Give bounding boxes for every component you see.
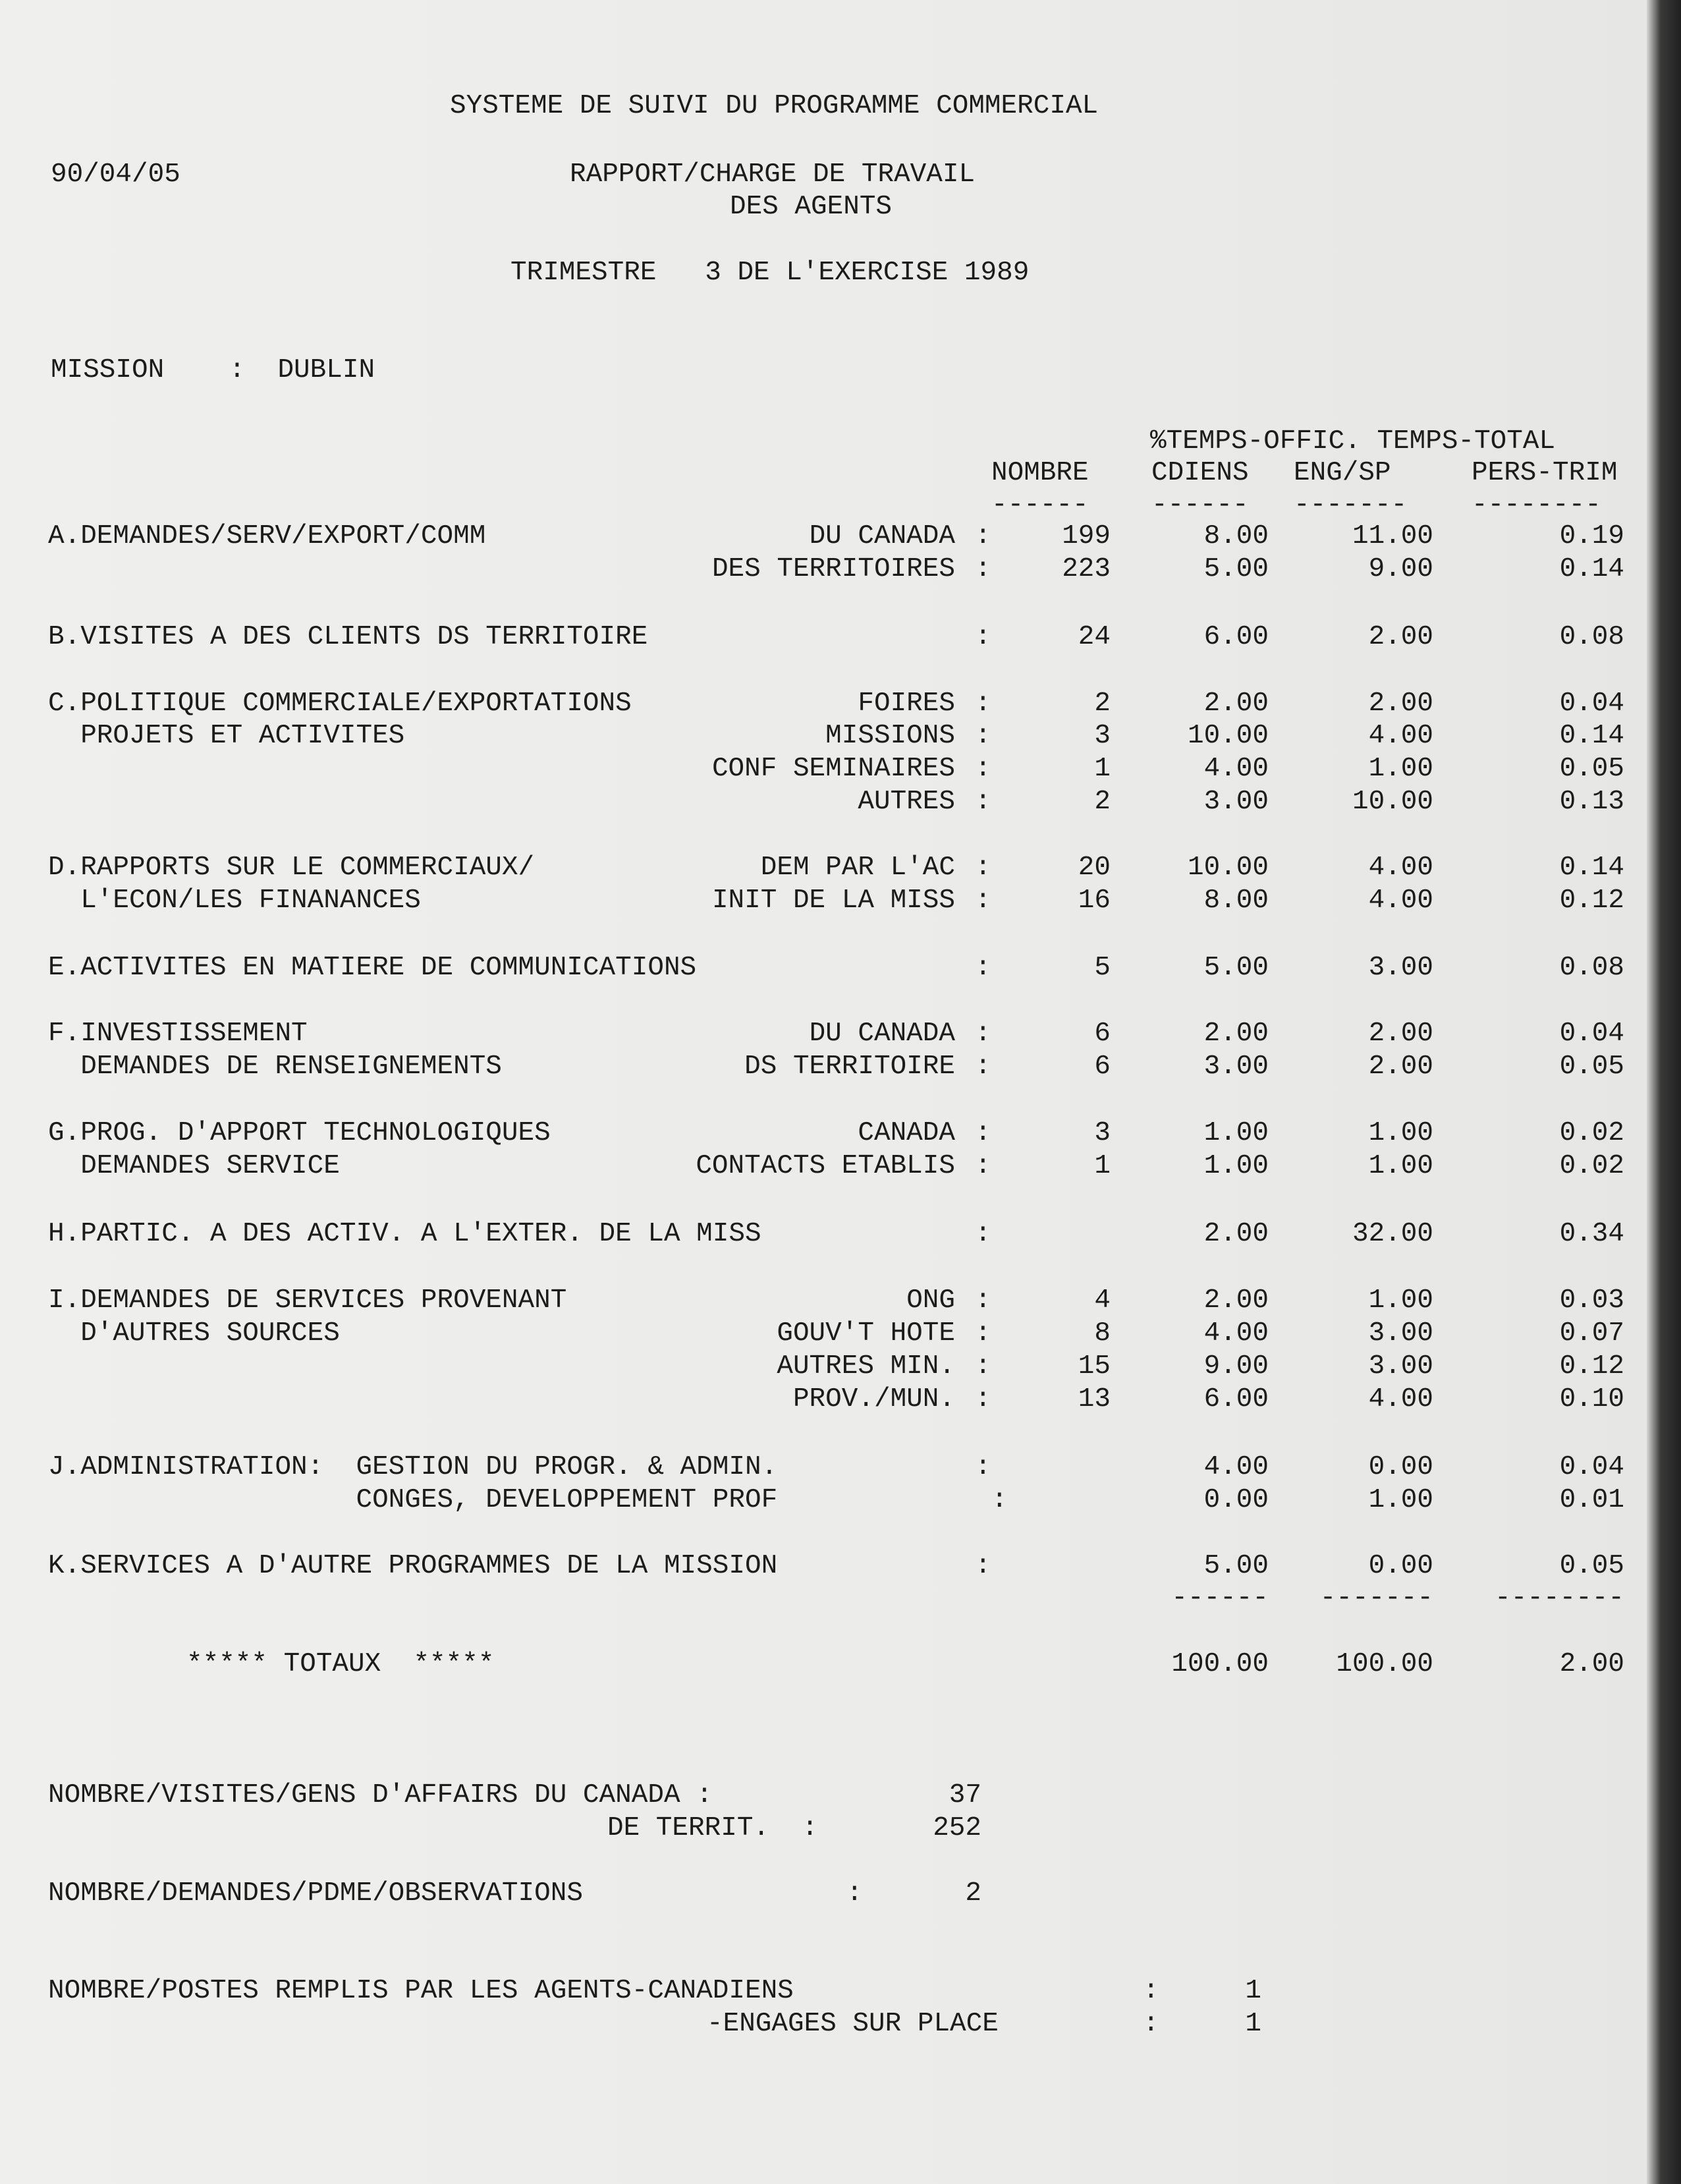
row-engsp: 3.00 [1368, 1318, 1433, 1349]
report-subtitle: DES AGENTS [730, 192, 893, 222]
row-label: E.ACTIVITES EN MATIERE DE COMMUNICATIONS [48, 953, 697, 983]
totals-underline-perstrim: -------- [1495, 1583, 1624, 1613]
row-cdiens: 3.00 [1203, 787, 1269, 817]
row-engsp: 4.00 [1368, 1384, 1433, 1414]
row-cdiens: 8.00 [1203, 885, 1269, 916]
visites-territ-value: 252 [933, 1813, 981, 1843]
table-row [0, 752, 1681, 786]
row-nombre: 199 [1062, 521, 1111, 551]
row-cdiens: 1.00 [1203, 1118, 1269, 1148]
visites-canada-value: 37 [949, 1780, 981, 1810]
row-engsp: 1.00 [1368, 1485, 1433, 1515]
row-sublabel: DES TERRITOIRES [711, 554, 955, 584]
totals-perstrim: 2.00 [1559, 1649, 1624, 1679]
row-label: B.VISITES A DES CLIENTS DS TERRITOIRE [48, 622, 648, 652]
row-cdiens: 9.00 [1203, 1351, 1269, 1382]
row-cdiens: 2.00 [1203, 1019, 1269, 1049]
column-underline-cdiens: ------ [1151, 490, 1249, 520]
row-nombre: 3 [1094, 721, 1111, 751]
row-nombre: 15 [1078, 1351, 1111, 1382]
table-row [0, 1116, 1681, 1150]
row-perstrim: 0.14 [1559, 853, 1624, 883]
row-sublabel: AUTRES MIN. [777, 1351, 955, 1382]
row-colon: : [975, 521, 991, 551]
report-period: TRIMESTRE 3 DE L'EXERCISE 1989 [510, 258, 1030, 288]
row-cdiens: 2.00 [1203, 1219, 1269, 1249]
row-label: J.ADMINISTRATION: GESTION DU PROGR. & ADMIN. [48, 1452, 778, 1482]
row-nombre: 6 [1094, 1051, 1111, 1082]
row-nombre: 1 [1094, 1151, 1111, 1181]
row-perstrim: 0.10 [1559, 1384, 1624, 1414]
row-perstrim: 0.03 [1559, 1285, 1624, 1316]
row-colon: : [975, 622, 991, 652]
footer-engages-line [0, 2007, 1681, 2041]
row-perstrim: 0.05 [1559, 754, 1624, 784]
row-label: CONGES, DEVELOPPEMENT PROF [48, 1485, 778, 1515]
row-engsp: 1.00 [1368, 1151, 1433, 1181]
totals-engsp: 100.00 [1336, 1649, 1433, 1679]
table-row [0, 719, 1681, 753]
row-nombre: 1 [1094, 754, 1111, 784]
row-sublabel: DU CANADA [809, 1019, 955, 1049]
row-engsp: 1.00 [1368, 1118, 1433, 1148]
column-underline-engsp: ------- [1294, 490, 1408, 520]
row-colon: : [975, 1318, 991, 1349]
column-underline-line [0, 488, 1681, 522]
row-perstrim: 0.07 [1559, 1318, 1624, 1349]
row-engsp: 3.00 [1368, 953, 1433, 983]
table-row [0, 883, 1681, 918]
row-nombre: 223 [1062, 554, 1111, 584]
row-perstrim: 0.05 [1559, 1551, 1624, 1581]
row-colon: : [975, 554, 991, 584]
row-perstrim: 0.19 [1559, 521, 1624, 551]
demandes-colon: : [846, 1878, 863, 1909]
row-perstrim: 0.04 [1559, 1019, 1624, 1049]
row-sublabel: CONTACTS ETABLIS [696, 1151, 955, 1181]
row-nombre: 16 [1078, 885, 1111, 916]
row-perstrim: 0.12 [1559, 885, 1624, 916]
row-sublabel: GOUV'T HOTE [777, 1318, 955, 1349]
row-engsp: 1.00 [1368, 1285, 1433, 1316]
row-engsp: 1.00 [1368, 754, 1433, 784]
row-colon: : [975, 1051, 991, 1082]
totals-cdiens: 100.00 [1171, 1649, 1269, 1679]
row-label: DEMANDES SERVICE [48, 1151, 340, 1181]
row-colon: : [975, 1118, 991, 1148]
column-header-engsp: ENG/SP [1294, 458, 1391, 488]
row-perstrim: 0.14 [1559, 721, 1624, 751]
row-colon: : [975, 1019, 991, 1049]
table-row [0, 1149, 1681, 1183]
header-line-2 [0, 157, 1681, 192]
row-nombre: 5 [1094, 953, 1111, 983]
row-sublabel: DEM PAR L'AC [760, 853, 955, 883]
row-cdiens: 6.00 [1203, 622, 1269, 652]
row-label: D.RAPPORTS SUR LE COMMERCIAUX/ [48, 853, 535, 883]
row-label: DEMANDES DE RENSEIGNEMENTS [48, 1051, 502, 1082]
column-underline-nombre: ------ [991, 490, 1089, 520]
column-header-perstrim: PERS-TRIM [1472, 458, 1618, 488]
table-row [0, 1217, 1681, 1251]
row-label: L'ECON/LES FINANANCES [48, 885, 421, 916]
row-colon: : [975, 721, 991, 751]
demandes-label: NOMBRE/DEMANDES/PDME/OBSERVATIONS [48, 1878, 583, 1909]
row-perstrim: 0.04 [1559, 688, 1624, 719]
row-perstrim: 0.14 [1559, 554, 1624, 584]
row-label: F.INVESTISSEMENT [48, 1019, 308, 1049]
engages-colon: : [1143, 2009, 1159, 2039]
row-cdiens: 1.00 [1203, 1151, 1269, 1181]
row-colon: : [975, 953, 991, 983]
row-label: D'AUTRES SOURCES [48, 1318, 340, 1349]
row-sublabel: CANADA [858, 1118, 955, 1148]
postes-colon: : [1143, 1976, 1159, 2006]
row-engsp: 0.00 [1368, 1452, 1433, 1482]
page-edge-shadow [1647, 0, 1681, 2184]
visites-territ-label: DE TERRIT. : [607, 1813, 818, 1843]
row-colon: : [975, 885, 991, 916]
report-title: RAPPORT/CHARGE DE TRAVAIL [570, 159, 976, 190]
table-row [0, 1483, 1681, 1517]
table-row [0, 686, 1681, 721]
table-row [0, 1549, 1681, 1583]
row-label: I.DEMANDES DE SERVICES PROVENANT [48, 1285, 567, 1316]
row-nombre: 8 [1094, 1318, 1111, 1349]
table-row [0, 1050, 1681, 1084]
row-perstrim: 0.02 [1559, 1151, 1624, 1181]
row-cdiens: 3.00 [1203, 1051, 1269, 1082]
system-title: SYSTEME DE SUIVI DU PROGRAMME COMMERCIAL [450, 91, 1099, 121]
row-colon: : [975, 1285, 991, 1316]
totals-label: ***** TOTAUX ***** [186, 1649, 495, 1679]
header-line-4 [0, 256, 1681, 290]
postes-canadiens-value: 1 [1245, 1976, 1261, 2006]
column-header-line [0, 456, 1681, 490]
header-line-3 [0, 190, 1681, 224]
row-label: C.POLITIQUE COMMERCIALE/EXPORTATIONS [48, 688, 632, 719]
row-colon: : [975, 787, 991, 817]
row-sublabel: DS TERRITOIRE [744, 1051, 955, 1082]
totals-line [0, 1647, 1681, 1681]
footer-demandes-line [0, 1876, 1681, 1911]
column-group-header-line [0, 424, 1681, 459]
row-colon: : [975, 1351, 991, 1382]
row-label: PROJETS ET ACTIVITES [48, 721, 405, 751]
row-sublabel: PROV./MUN. [792, 1384, 955, 1414]
row-nombre: 3 [1094, 1118, 1111, 1148]
row-colon: : [975, 1151, 991, 1181]
row-engsp: 11.00 [1352, 521, 1433, 551]
totals-underline-cdiens: ------ [1171, 1583, 1269, 1613]
table-row [0, 1316, 1681, 1351]
row-nombre: 4 [1094, 1285, 1111, 1316]
row-colon: : [975, 853, 991, 883]
row-label: H.PARTIC. A DES ACTIV. A L'EXTER. DE LA MISS [48, 1219, 761, 1249]
row-sublabel: AUTRES [858, 787, 955, 817]
row-engsp: 4.00 [1368, 885, 1433, 916]
row-nombre: 13 [1078, 1384, 1111, 1414]
row-perstrim: 0.04 [1559, 1452, 1624, 1482]
column-group-header: %TEMPS-OFFIC. TEMPS-TOTAL [1150, 426, 1556, 457]
row-cdiens: 8.00 [1203, 521, 1269, 551]
row-engsp: 10.00 [1352, 787, 1433, 817]
row-sublabel: INIT DE LA MISS [711, 885, 955, 916]
header-line-1 [0, 89, 1681, 123]
row-colon: : [991, 1485, 1008, 1515]
row-cdiens: 5.00 [1203, 554, 1269, 584]
table-row [0, 785, 1681, 819]
table-row [0, 951, 1681, 985]
row-cdiens: 5.00 [1203, 1551, 1269, 1581]
row-cdiens: 6.00 [1203, 1384, 1269, 1414]
row-perstrim: 0.13 [1559, 787, 1624, 817]
footer-postes-line [0, 1974, 1681, 2008]
row-engsp: 3.00 [1368, 1351, 1433, 1382]
row-cdiens: 2.00 [1203, 1285, 1269, 1316]
table-row [0, 1349, 1681, 1384]
row-cdiens: 2.00 [1203, 688, 1269, 719]
row-cdiens: 5.00 [1203, 953, 1269, 983]
table-row [0, 1450, 1681, 1484]
row-engsp: 2.00 [1368, 1051, 1433, 1082]
row-cdiens: 4.00 [1203, 1452, 1269, 1482]
row-perstrim: 0.02 [1559, 1118, 1624, 1148]
table-row [0, 1283, 1681, 1318]
row-engsp: 9.00 [1368, 554, 1433, 584]
row-nombre: 2 [1094, 688, 1111, 719]
row-engsp: 0.00 [1368, 1551, 1433, 1581]
table-row [0, 552, 1681, 586]
totals-underline-engsp: ------- [1319, 1583, 1433, 1613]
mission-label: MISSION : DUBLIN [51, 355, 375, 385]
row-engsp: 2.00 [1368, 1019, 1433, 1049]
table-row [0, 519, 1681, 553]
row-colon: : [975, 688, 991, 719]
row-perstrim: 0.08 [1559, 953, 1624, 983]
footer-visites-line [0, 1778, 1681, 1812]
demandes-value: 2 [965, 1878, 981, 1909]
row-perstrim: 0.01 [1559, 1485, 1624, 1515]
row-nombre: 2 [1094, 787, 1111, 817]
row-engsp: 2.00 [1368, 688, 1433, 719]
row-perstrim: 0.12 [1559, 1351, 1624, 1382]
row-perstrim: 0.05 [1559, 1051, 1624, 1082]
row-sublabel: MISSIONS [825, 721, 955, 751]
engages-label: -ENGAGES SUR PLACE [707, 2009, 999, 2039]
table-row [0, 851, 1681, 885]
totals-underline-line [0, 1581, 1681, 1615]
postes-label: NOMBRE/POSTES REMPLIS PAR LES AGENTS-CANADIENS [48, 1976, 794, 2006]
row-cdiens: 4.00 [1203, 754, 1269, 784]
mission-line [0, 353, 1681, 387]
row-cdiens: 10.00 [1187, 721, 1269, 751]
footer-territ-line [0, 1811, 1681, 1845]
row-cdiens: 10.00 [1187, 853, 1269, 883]
row-engsp: 4.00 [1368, 853, 1433, 883]
row-label: G.PROG. D'APPORT TECHNOLOGIQUES [48, 1118, 551, 1148]
row-sublabel: ONG [906, 1285, 955, 1316]
row-colon: : [975, 1384, 991, 1414]
row-sublabel: DU CANADA [809, 521, 955, 551]
row-engsp: 4.00 [1368, 721, 1433, 751]
row-colon: : [975, 754, 991, 784]
row-colon: : [975, 1219, 991, 1249]
row-cdiens: 0.00 [1203, 1485, 1269, 1515]
table-row [0, 620, 1681, 654]
column-header-nombre: NOMBRE [991, 458, 1089, 488]
row-engsp: 32.00 [1352, 1219, 1433, 1249]
row-colon: : [975, 1452, 991, 1482]
row-engsp: 2.00 [1368, 622, 1433, 652]
row-nombre: 24 [1078, 622, 1111, 652]
row-cdiens: 4.00 [1203, 1318, 1269, 1349]
row-colon: : [975, 1551, 991, 1581]
row-sublabel: CONF SEMINAIRES [711, 754, 955, 784]
engages-value: 1 [1245, 2009, 1261, 2039]
table-row [0, 1382, 1681, 1416]
row-nombre: 20 [1078, 853, 1111, 883]
row-label: K.SERVICES A D'AUTRE PROGRAMMES DE LA MISSION [48, 1551, 778, 1581]
row-nombre: 6 [1094, 1019, 1111, 1049]
visites-label: NOMBRE/VISITES/GENS D'AFFAIRS DU CANADA : [48, 1780, 713, 1810]
table-row [0, 1017, 1681, 1051]
row-sublabel: FOIRES [858, 688, 955, 719]
column-header-cdiens: CDIENS [1151, 458, 1249, 488]
report-date: 90/04/05 [51, 159, 180, 190]
row-perstrim: 0.34 [1559, 1219, 1624, 1249]
column-underline-perstrim: -------- [1472, 490, 1601, 520]
row-label: A.DEMANDES/SERV/EXPORT/COMM [48, 521, 486, 551]
row-perstrim: 0.08 [1559, 622, 1624, 652]
